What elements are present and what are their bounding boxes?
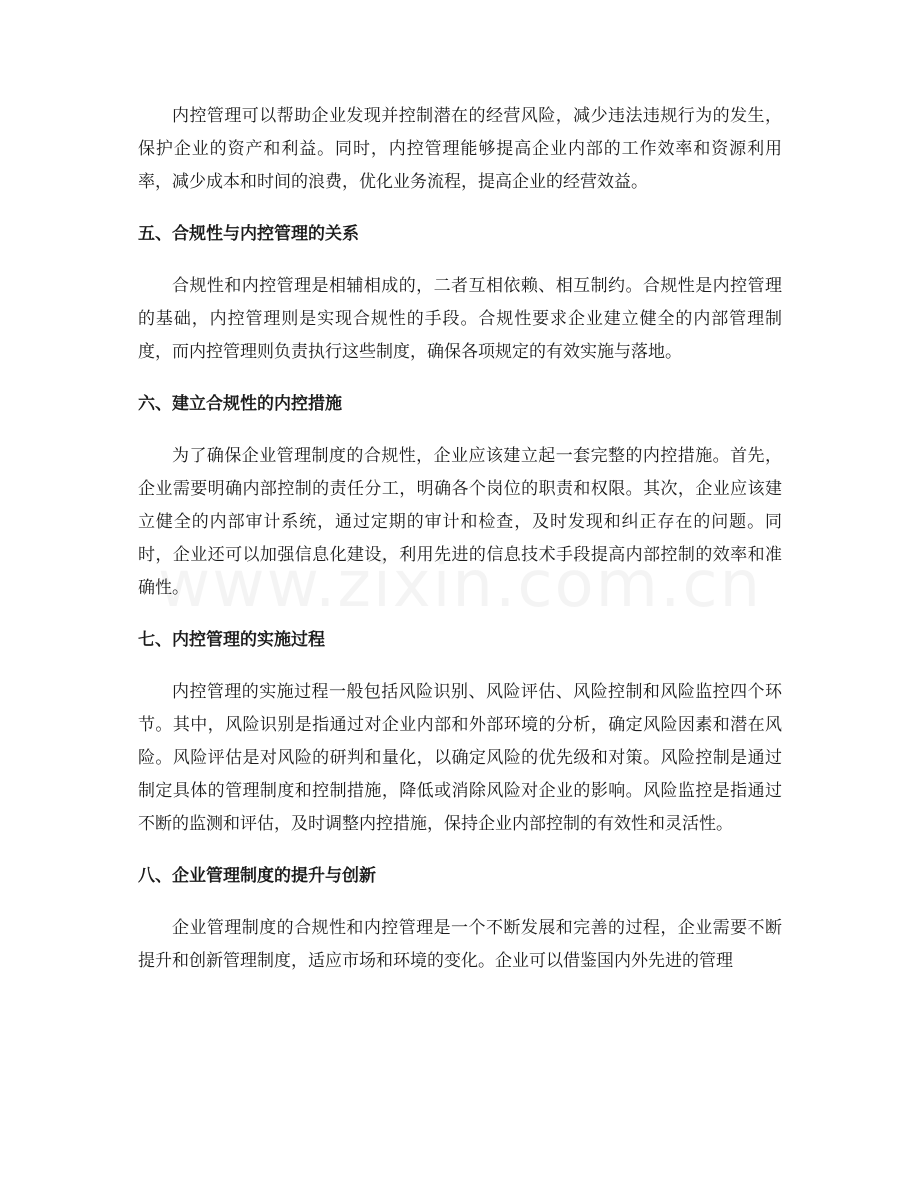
paragraph-section-5: 合规性和内控管理是相辅相成的，二者互相依赖、相互制约。合规性是内控管理的基础，内控管理则是实现合规性的手段。合规性要求企业建立健全的内部管理制度，而内控管理则负责执行这些制度，确保各项规定的有效实施与落地。 — [138, 276, 782, 362]
paragraph-section-6: 为了确保企业管理制度的合规性，企业应该建立起一套完整的内控措施。首先，企业需要明确内部控制的责任分工，明确各个岗位的职责和权限。其次，企业应该建立健全的内部审计系统，通过定期的审计和检查，及时发现和纠正存在的问题。同时，企业还可以加强信息化建设，利用先进的信息技术手段提高内部控制的效率和准确性。 — [138, 446, 782, 598]
section-heading-5: 五、合规性与内控管理的关系 — [138, 224, 359, 244]
paragraph-intro: 内控管理可以帮助企业发现并控制潜在的经营风险，减少违法违规行为的发生，保护企业的资产和利益。同时，内控管理能够提高企业内部的工作效率和资源利用率，减少成本和时间的浪费，优化业务流程，提高企业的经营效益。 — [138, 106, 782, 192]
section-heading-7: 七、内控管理的实施过程 — [138, 630, 325, 650]
section-heading-8: 八、企业管理制度的提升与创新 — [138, 866, 376, 886]
section-heading-6: 六、建立合规性的内控措施 — [138, 394, 342, 414]
paragraph-section-7: 内控管理的实施过程一般包括风险识别、风险评估、风险控制和风险监控四个环节。其中，风险识别是指通过对企业内部和外部环境的分析，确定风险因素和潜在风险。风险评估是对风险的研判和量化，以确定风险的优先级和对策。风险控制是通过制定具体的管理制度和控制措施，降低或消除风险对企业的影响。风险监控是指通过不断的监测和评估，及时调整内控措施，保持企业内部控制的有效性和灵活性。 — [138, 682, 782, 834]
document-body — [138, 100, 782, 978]
paragraph-section-8: 企业管理制度的合规性和内控管理是一个不断发展和完善的过程，企业需要不断提升和创新管理制度，适应市场和环境的变化。企业可以借鉴国内外先进的管理 — [138, 918, 782, 971]
